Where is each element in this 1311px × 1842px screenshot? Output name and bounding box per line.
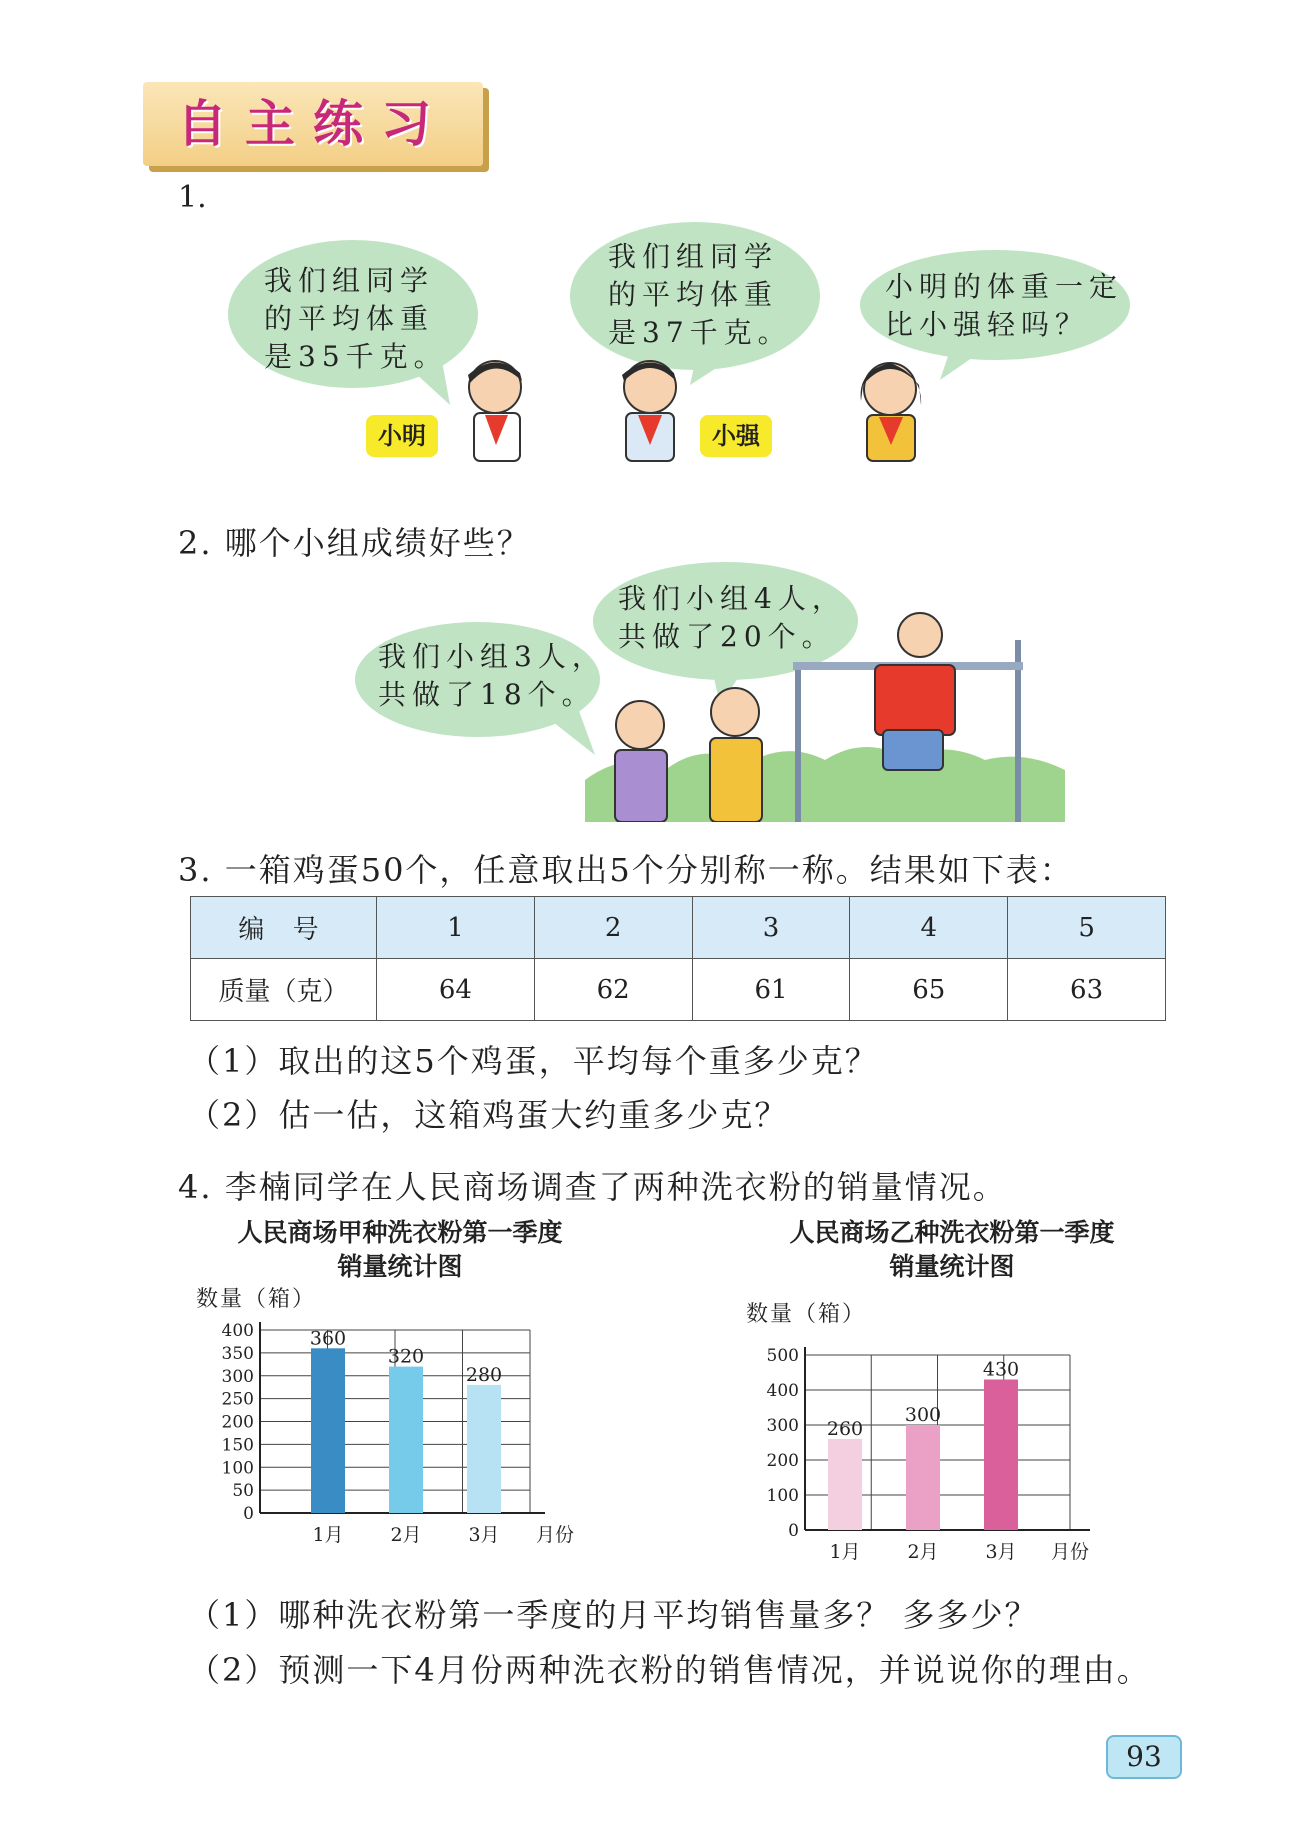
section-title-banner bbox=[143, 82, 483, 166]
boy-xiaoming-illustration bbox=[450, 355, 550, 465]
table-cell: 63 bbox=[1008, 959, 1166, 1021]
q4-text: 4. 李楠同学在人民商场调查了两种洗衣粉的销量情况。 bbox=[178, 1168, 1007, 1206]
q3-sub2: （2）估一估，这箱鸡蛋大约重多少克？ bbox=[188, 1096, 789, 1134]
q2-bubble-1-line: 共做了18个。 bbox=[378, 678, 596, 711]
q1-bubble-3-line: 比小强轻吗？ bbox=[885, 308, 1090, 341]
bar bbox=[389, 1367, 423, 1513]
boy-xiaoqiang-illustration bbox=[600, 355, 700, 465]
data-label: 360 bbox=[309, 1327, 347, 1350]
y-tick-label: 200 bbox=[766, 1451, 799, 1471]
y-tick-label: 500 bbox=[766, 1346, 799, 1366]
y-tick-label: 200 bbox=[221, 1412, 254, 1433]
page-number: 93 bbox=[1106, 1735, 1182, 1779]
chart-a-ylabel: 数量（箱） bbox=[196, 1287, 317, 1312]
q3-sub1: （1）取出的这5个鸡蛋，平均每个重多少克？ bbox=[188, 1042, 879, 1080]
q4-sub2: （2）预测一下4月份两种洗衣粉的销售情况，并说说你的理由。 bbox=[188, 1651, 1151, 1689]
table-cell: 1 bbox=[377, 897, 535, 959]
data-label: 430 bbox=[982, 1358, 1020, 1381]
chart-b-title bbox=[732, 1216, 1172, 1284]
y-tick-label: 0 bbox=[788, 1521, 799, 1541]
table-cell: 5 bbox=[1008, 897, 1166, 959]
q1-bubble-1-line: 是35千克。 bbox=[264, 340, 448, 373]
table-cell: 64 bbox=[377, 959, 535, 1021]
section-title: 自主练习 bbox=[177, 95, 449, 153]
q1-bubble-1-line: 我们组同学 bbox=[264, 264, 435, 297]
y-tick-label: 150 bbox=[221, 1435, 254, 1456]
table-cell: 61 bbox=[692, 959, 850, 1021]
data-label: 320 bbox=[387, 1345, 425, 1368]
girl-illustration bbox=[845, 355, 945, 465]
chart-a-title-line: 人民商场甲种洗衣粉第一季度 bbox=[237, 1218, 563, 1247]
table-cell: 2 bbox=[534, 897, 692, 959]
x-tick-label: 3月 bbox=[985, 1541, 1017, 1563]
y-tick-label: 400 bbox=[221, 1321, 254, 1341]
q2-text: 2. 哪个小组成绩好些？ bbox=[178, 524, 531, 562]
x-axis-label: 月份 bbox=[535, 1524, 575, 1546]
x-tick-label: 1月 bbox=[312, 1524, 344, 1546]
q2-bubble-1-line: 我们小组3人， bbox=[378, 640, 606, 673]
y-tick-label: 300 bbox=[221, 1366, 254, 1387]
bar bbox=[467, 1385, 501, 1513]
q4-sub1: （1）哪种洗衣粉第一季度的月平均销售量多？ 多多少？ bbox=[188, 1596, 1039, 1634]
data-label: 260 bbox=[826, 1418, 864, 1440]
chart-b-title-line: 销量统计图 bbox=[889, 1252, 1015, 1281]
q2-bubble-2-line: 我们小组4人， bbox=[618, 582, 846, 615]
chart-b bbox=[745, 1335, 1185, 1580]
bar bbox=[984, 1380, 1018, 1531]
q1-bubble-1-line: 的平均体重 bbox=[264, 302, 435, 335]
q1-bubble-2-line: 的平均体重 bbox=[608, 278, 779, 311]
name-tag-xiaoqiang: 小强 bbox=[700, 415, 772, 457]
chart-a-title-line: 销量统计图 bbox=[337, 1252, 463, 1281]
y-tick-label: 100 bbox=[766, 1486, 799, 1506]
q2-bubble-2-line: 共做了20个。 bbox=[618, 620, 836, 653]
q1-bubble-2-text bbox=[608, 238, 792, 352]
table-row bbox=[191, 897, 1166, 959]
name-tag-xiaoming: 小明 bbox=[366, 415, 438, 457]
data-label: 280 bbox=[465, 1363, 503, 1386]
table-cell: 65 bbox=[850, 959, 1008, 1021]
y-tick-label: 0 bbox=[243, 1504, 254, 1524]
y-tick-label: 50 bbox=[232, 1481, 254, 1502]
data-label: 300 bbox=[904, 1404, 942, 1426]
q2-bubble-1-text bbox=[378, 638, 606, 714]
chart-a bbox=[200, 1320, 640, 1580]
q1-bubble-2-line: 是37千克。 bbox=[608, 316, 792, 349]
chart-b-ylabel: 数量（箱） bbox=[746, 1302, 867, 1327]
q1-bubble-3-text bbox=[885, 268, 1123, 344]
q1-bubble-3-line: 小明的体重一定 bbox=[885, 270, 1124, 303]
bar bbox=[828, 1439, 862, 1530]
q1-bubble-1-text bbox=[264, 262, 448, 376]
table-header-cell: 质量（克） bbox=[191, 959, 377, 1021]
x-tick-label: 3月 bbox=[468, 1524, 500, 1546]
bar bbox=[311, 1348, 345, 1513]
table-cell: 4 bbox=[850, 897, 1008, 959]
table-header-cell: 编 号 bbox=[191, 897, 377, 959]
x-tick-label: 1月 bbox=[829, 1541, 861, 1563]
egg-weight-table bbox=[190, 896, 1166, 1021]
y-tick-label: 400 bbox=[766, 1381, 799, 1401]
chart-a-title bbox=[180, 1216, 620, 1284]
x-axis-label: 月份 bbox=[1050, 1541, 1090, 1563]
x-tick-label: 2月 bbox=[390, 1524, 422, 1546]
chart-b-title-line: 人民商场乙种洗衣粉第一季度 bbox=[789, 1218, 1115, 1247]
q1-number: 1. bbox=[178, 180, 207, 215]
table-cell: 62 bbox=[534, 959, 692, 1021]
y-tick-label: 250 bbox=[221, 1389, 254, 1410]
y-tick-label: 100 bbox=[221, 1458, 254, 1479]
pullup-scene-illustration bbox=[585, 600, 1065, 822]
table-row bbox=[191, 959, 1166, 1021]
q3-text: 3. 一箱鸡蛋50个，任意取出5个分别称一称。结果如下表： bbox=[178, 851, 1074, 889]
table-cell: 3 bbox=[692, 897, 850, 959]
x-tick-label: 2月 bbox=[907, 1541, 939, 1563]
y-tick-label: 350 bbox=[221, 1343, 254, 1364]
q1-bubble-2-line: 我们组同学 bbox=[608, 240, 779, 273]
bar bbox=[906, 1425, 940, 1530]
y-tick-label: 300 bbox=[766, 1416, 799, 1436]
